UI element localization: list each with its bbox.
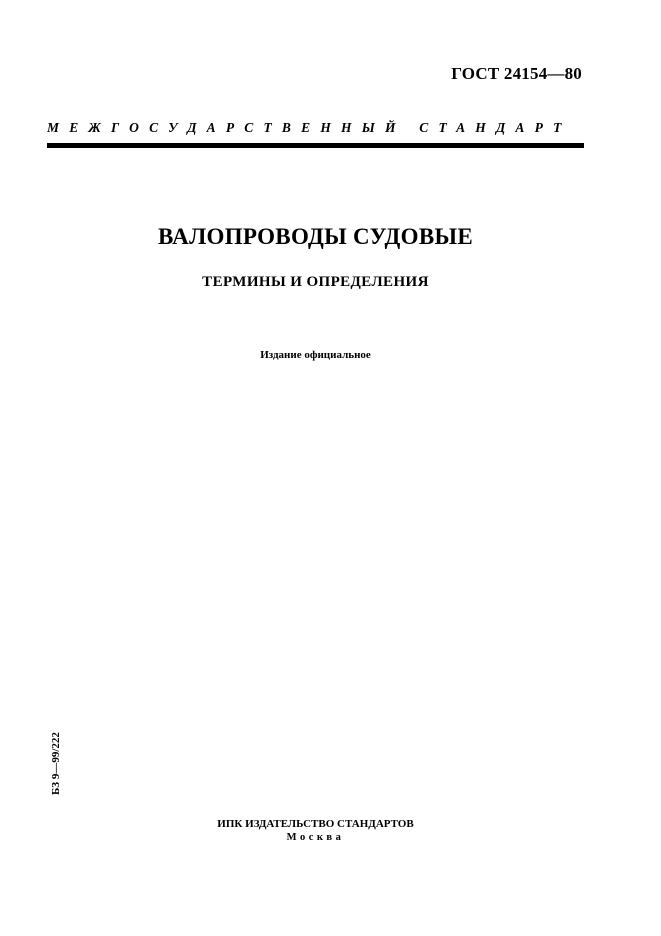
standard-type-banner: МЕЖГОСУДАРСТВЕННЫЙ СТАНДАРТ (47, 120, 572, 135)
publisher-name: ИПК ИЗДАТЕЛЬСТВО СТАНДАРТОВ (217, 818, 414, 830)
side-catalog-code: БЗ 9—99/222 (50, 732, 62, 795)
document-subtitle: ТЕРМИНЫ И ОПРЕДЕЛЕНИЯ (202, 274, 429, 290)
header-rule (47, 143, 584, 148)
document-title: ВАЛОПРОВОДЫ СУДОВЫЕ (157, 224, 473, 249)
edition-label: Издание официальное (260, 349, 371, 361)
publisher-city: Москва (286, 832, 345, 843)
gost-number: ГОСТ 24154—80 (451, 64, 582, 83)
